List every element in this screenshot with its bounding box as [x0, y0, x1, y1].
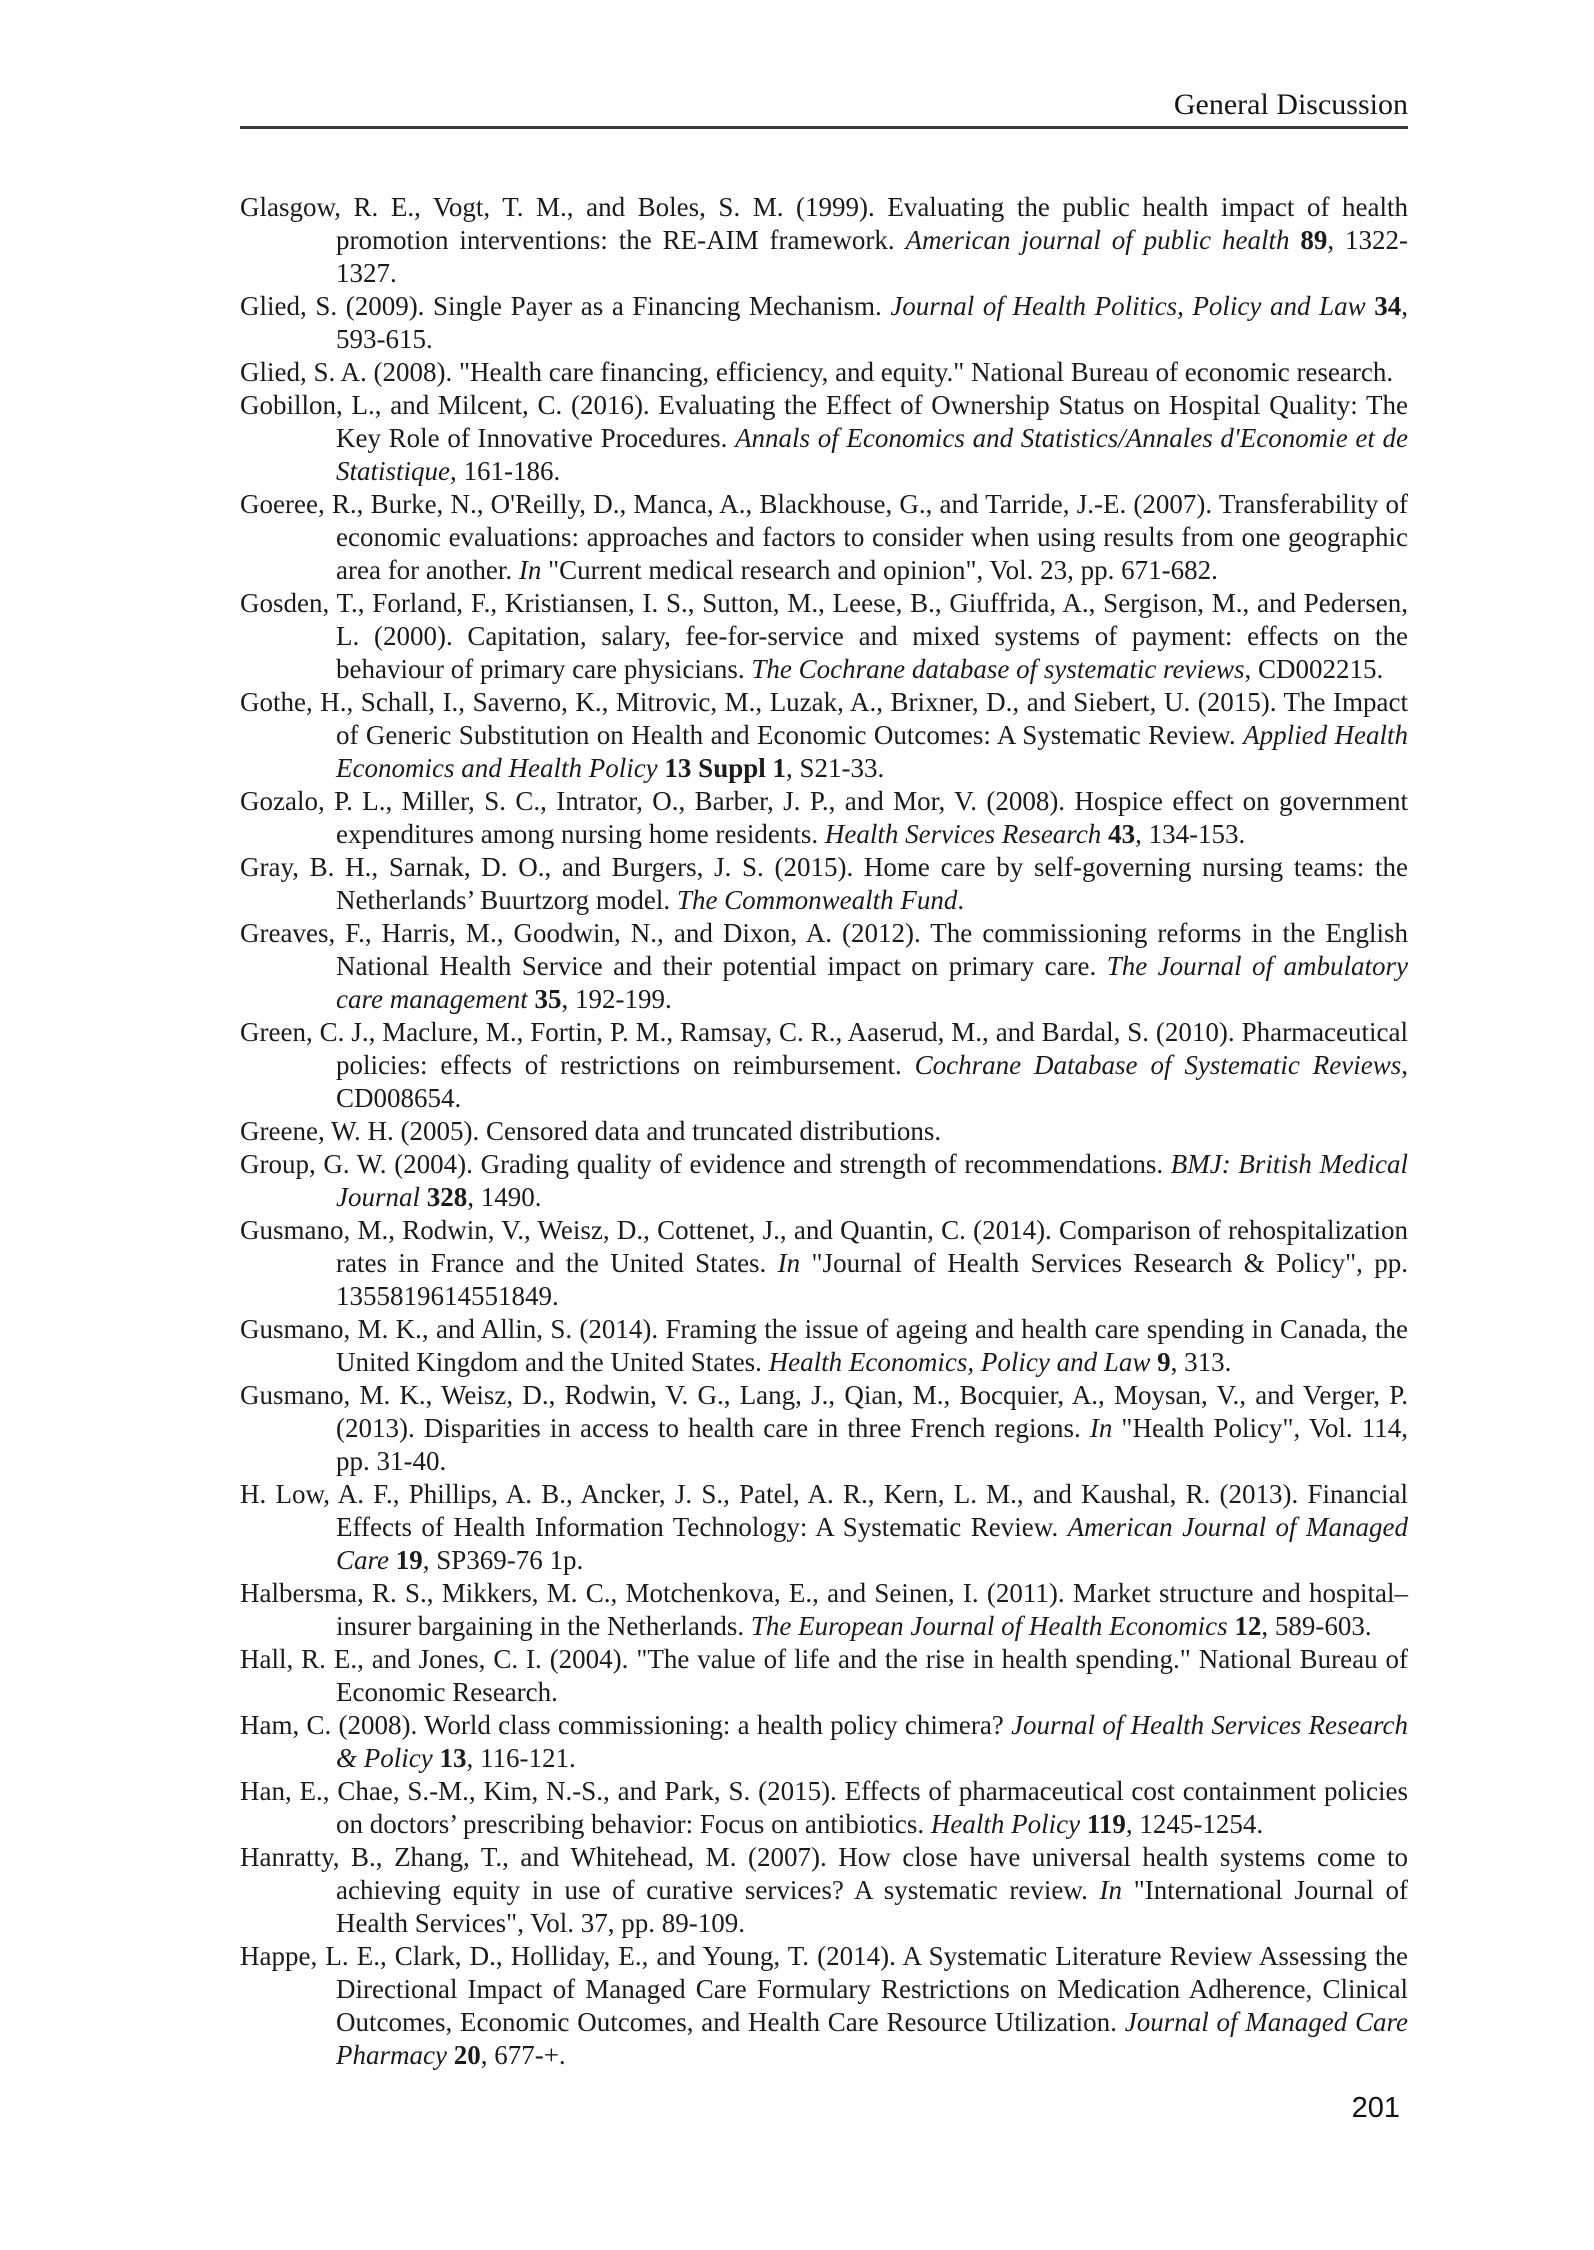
reference-segment-bold: 13 — [432, 1743, 467, 1773]
reference-segment: Glied, S. (2009). Single Payer as a Financing Mechanism. — [240, 291, 891, 321]
reference-segment: Hanratty, B., Zhang, T., and Whitehead, M. (2007). How close have universal health systems come to achieving equity in use of curative services? A systematic review. — [240, 1842, 1408, 1905]
reference-segment: , 1490. — [467, 1182, 542, 1212]
reference-segment: Gusmano, M., Rodwin, V., Weisz, D., Cottenet, J., and Quantin, C. (2014). Comparison of rehospitalization rates in France and the United States. — [240, 1215, 1408, 1278]
reference-segment-italic: Health Economics, Policy and Law — [768, 1347, 1151, 1377]
reference-segment: , 192-199. — [561, 984, 672, 1014]
reference-segment-italic: In — [1089, 1413, 1113, 1443]
reference-segment: Group, G. W. (2004). Grading quality of evidence and strength of recommendations. — [240, 1149, 1171, 1179]
reference-segment-bold: 9 — [1150, 1347, 1171, 1377]
reference-segment-italic: Journal of Health Politics, Policy and Law — [890, 291, 1366, 321]
reference-segment: Greaves, F., Harris, M., Goodwin, N., and Dixon, A. (2012). The commissioning reforms in the English National Health Service and their potential impact on primary care. — [240, 918, 1408, 981]
reference-segment-bold: 12 — [1227, 1611, 1262, 1641]
reference-segment: Gobillon, L., and Milcent, C. (2016). Evaluating the Effect of Ownership Status on Hospital Quality: The Key Role of Innovative Procedures. — [240, 390, 1408, 453]
reference-item — [240, 1148, 1408, 1214]
reference-segment: H. Low, A. F., Phillips, A. B., Ancker, J. S., Patel, A. R., Kern, L. M., and Kaushal, R. (2013). Financial Effects of Health Information Technology: A Systematic Review. — [240, 1479, 1408, 1542]
reference-segment: Gusmano, M. K., Weisz, D., Rodwin, V. G., Lang, J., Qian, M., Bocquier, A., Moysan, V., and Verger, P. (2013). Disparities in access to health care in three French regions. — [240, 1380, 1408, 1443]
reference-segment-italic: Applied Health Economics and Health Policy — [336, 720, 1408, 783]
reference-segment: , 1245-1254. — [1125, 1809, 1264, 1839]
reference-segment: Goeree, R., Burke, N., O'Reilly, D., Manca, A., Blackhouse, G., and Tarride, J.-E. (2007). Transferability of economic evaluations: approaches and factors to consider when using results from one geographic area for another. — [240, 489, 1408, 585]
reference-segment: . — [957, 885, 965, 915]
reference-item — [240, 1841, 1408, 1940]
reference-segment-italic: American Journal of Managed Care — [336, 1512, 1409, 1575]
reference-segment: Glied, S. A. (2008). "Health care financing, efficiency, and equity." National Bureau of economic research. — [240, 357, 1394, 387]
reference-segment-bold: 19 — [389, 1545, 423, 1575]
reference-segment-bold: 34 — [1365, 291, 1402, 321]
reference-segment-bold: 13 Suppl 1 — [657, 753, 786, 783]
reference-segment-bold: 20 — [446, 2040, 481, 2070]
reference-segment: Gusmano, M. K., and Allin, S. (2014). Framing the issue of ageing and health care spending in Canada, the United Kingdom and the United States. — [240, 1314, 1408, 1377]
reference-segment: , 134-153. — [1135, 819, 1246, 849]
reference-segment: , 161-186. — [450, 456, 561, 486]
reference-segment-italic: BMJ: British Medical Journal — [336, 1149, 1409, 1212]
reference-item — [240, 488, 1408, 587]
reference-segment: Han, E., Chae, S.-M., Kim, N.-S., and Park, S. (2015). Effects of pharmaceutical cost containment policies on doctors’ prescribing behavior: Focus on antibiotics. — [240, 1776, 1408, 1839]
reference-segment-bold: 35 — [527, 984, 562, 1014]
reference-segment: , 593-615. — [336, 291, 1408, 354]
reference-segment: Hall, R. E., and Jones, C. I. (2004). "The value of life and the rise in health spending." National Bureau of Economic Research. — [240, 1644, 1408, 1707]
reference-segment-italic: In — [1099, 1875, 1123, 1905]
reference-segment: , SP369-76 1p. — [422, 1545, 584, 1575]
reference-segment-italic: The Commonwealth Fund — [676, 885, 958, 915]
page-footer — [1352, 2092, 1400, 2125]
reference-segment: Happe, L. E., Clark, D., Holliday, E., and Young, T. (2014). A Systematic Literature Review Assessing the Directional Impact of Managed Care Formulary Restrictions on Medication Adherence, Clinical Outcomes, Economic Outcomes, and Health Care Resource Utilization. — [240, 1941, 1408, 2037]
reference-item — [240, 1313, 1408, 1379]
reference-segment: "Current medical research and opinion", Vol. 23, pp. 671-682. — [541, 555, 1218, 585]
reference-segment-italic: In — [518, 555, 542, 585]
reference-item — [240, 1709, 1408, 1775]
reference-segment-bold: 328 — [420, 1182, 468, 1212]
reference-item — [240, 1214, 1408, 1313]
reference-segment: Glasgow, R. E., Vogt, T. M., and Boles, S. M. (1999). Evaluating the public health impact of health promotion interventions: the RE-AIM framework. — [240, 192, 1408, 255]
reference-item — [240, 1577, 1408, 1643]
reference-item — [240, 785, 1408, 851]
reference-item — [240, 1775, 1408, 1841]
reference-segment-bold: 119 — [1080, 1809, 1126, 1839]
reference-segment: Green, C. J., Maclure, M., Fortin, P. M., Ramsay, C. R., Aaserud, M., and Bardal, S. (2010). Pharmaceutical policies: effects of restrictions on reimbursement. — [240, 1017, 1408, 1080]
reference-segment-italic: Cochrane Database of Systematic Reviews — [914, 1050, 1402, 1080]
page-content — [240, 0, 1408, 2072]
reference-item — [240, 1940, 1408, 2072]
reference-segment-bold: 43 — [1101, 819, 1136, 849]
reference-segment: "Health Policy", Vol. 114, pp. 31-40. — [336, 1413, 1409, 1476]
reference-segment: Halbersma, R. S., Mikkers, M. C., Motchenkova, E., and Seinen, I. (2011). Market structure and hospital–insurer bargaining in the Netherlands. — [240, 1578, 1408, 1641]
reference-item — [240, 587, 1408, 686]
reference-item — [240, 1643, 1408, 1709]
reference-segment: Gothe, H., Schall, I., Saverno, K., Mitrovic, M., Luzak, A., Brixner, D., and Siebert, U. (2015). The Impact of Generic Substitution on Health and Economic Outcomes: A Systematic Review. — [240, 687, 1408, 750]
reference-segment-italic: The Journal of ambulatory care management — [336, 951, 1408, 1014]
reference-segment-italic: American journal of public health — [905, 225, 1290, 255]
page-number: 201 — [1351, 2092, 1400, 2124]
reference-segment: Ham, C. (2008). World class commissioning: a health policy chimera? — [240, 1710, 1012, 1740]
reference-item — [240, 1016, 1408, 1115]
reference-item — [240, 191, 1408, 290]
reference-item — [240, 851, 1408, 917]
reference-segment-italic: Annals of Economics and Statistics/Annales d'Economie et de Statistique — [336, 423, 1409, 486]
reference-list — [240, 191, 1408, 2072]
running-header-title: General Discussion — [1173, 88, 1408, 121]
reference-segment: , 589-603. — [1261, 1611, 1372, 1641]
reference-segment: , S21-33. — [786, 753, 885, 783]
reference-segment: "Journal of Health Services Research & Policy", pp. 1355819614551849. — [336, 1248, 1408, 1311]
reference-segment-italic: The European Journal of Health Economics — [750, 1611, 1228, 1641]
reference-segment-italic: Journal of Managed Care Pharmacy — [336, 2007, 1409, 2070]
reference-item — [240, 356, 1408, 389]
reference-segment-italic: The Cochrane database of systematic reviews — [751, 654, 1245, 684]
reference-segment-italic: Health Policy — [930, 1809, 1081, 1839]
reference-segment-italic: In — [777, 1248, 801, 1278]
reference-item — [240, 1379, 1408, 1478]
reference-segment: "International Journal of Health Services", Vol. 37, pp. 89-109. — [336, 1875, 1408, 1938]
reference-item — [240, 1115, 1408, 1148]
reference-segment: Gosden, T., Forland, F., Kristiansen, I. S., Sutton, M., Leese, B., Giuffrida, A., Sergison, M., and Pedersen, L. (2000). Capitation, salary, fee-for-service and mixed systems of payment: effects on the behaviour of primary care physicians. — [240, 588, 1408, 684]
reference-segment-italic: Journal of Health Services Research & Policy — [336, 1710, 1409, 1773]
header-rule — [240, 126, 1408, 129]
reference-item — [240, 1478, 1408, 1577]
page-header — [240, 0, 1408, 129]
reference-segment: , CD008654. — [336, 1050, 1408, 1113]
reference-segment: , 313. — [1170, 1347, 1232, 1377]
reference-segment: , CD002215. — [1244, 654, 1384, 684]
reference-segment: Gozalo, P. L., Miller, S. C., Intrator, O., Barber, J. P., and Mor, V. (2008). Hospice effect on government expenditures among nursing home residents. — [240, 786, 1408, 849]
reference-item — [240, 290, 1408, 356]
reference-item — [240, 389, 1408, 488]
reference-segment-bold: 89 — [1289, 225, 1328, 255]
reference-segment: Gray, B. H., Sarnak, D. O., and Burgers, J. S. (2015). Home care by self-governing nursing teams: the Netherlands’ Buurtzorg model. — [240, 852, 1408, 915]
reference-item — [240, 686, 1408, 785]
reference-segment: Greene, W. H. (2005). Censored data and truncated distributions. — [240, 1116, 942, 1146]
reference-segment-italic: Health Services Research — [824, 819, 1102, 849]
reference-segment: , 1322-1327. — [336, 225, 1409, 288]
reference-segment: , 116-121. — [466, 1743, 576, 1773]
reference-item — [240, 917, 1408, 1016]
reference-segment: , 677-+. — [480, 2040, 566, 2070]
